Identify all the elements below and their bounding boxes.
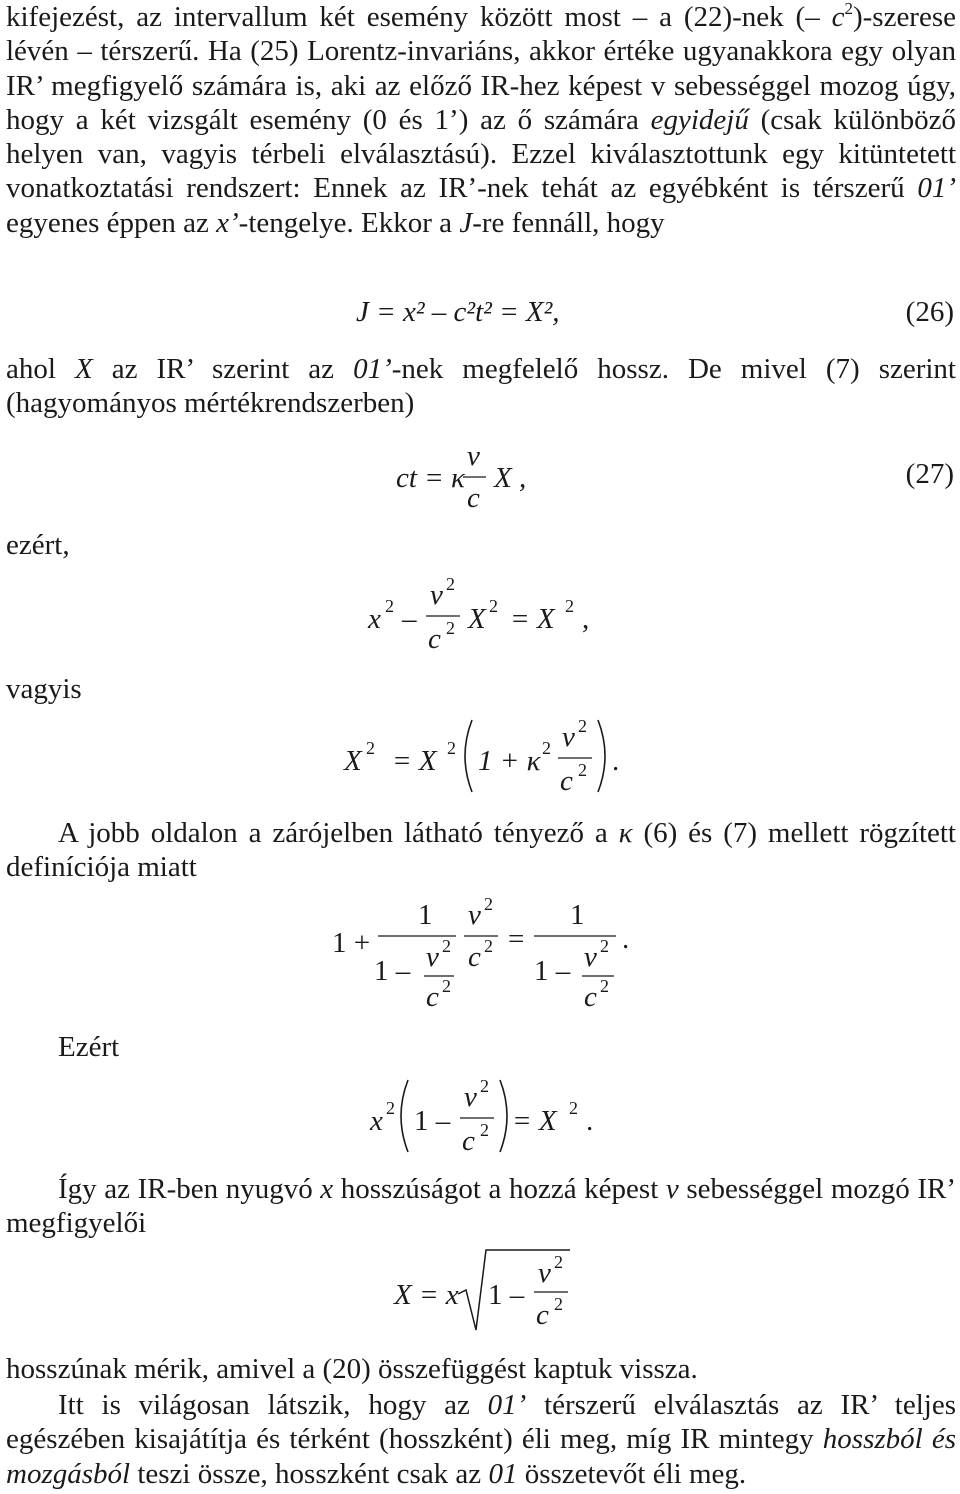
eq-X-left-exp: 2: [366, 738, 375, 758]
eq-kappa-exp: 2: [542, 738, 551, 758]
eq-one-minus-right: 1 –: [534, 955, 571, 987]
eq-X-left: X: [344, 745, 362, 777]
eq27-rhs: X ,: [494, 462, 527, 494]
eq-rhs-exp: 2: [569, 1098, 578, 1118]
paragraph-intro: kifejezést, az intervallum két esemény között most – a (22)-nek (– $c^2$)-szerese lévén – térszerű. Ha (25) Lorentz-invariáns, akkor értéke ugyanakkora egy olyan IR’ megfigyelő számára is, aki az előző IR-hez képest v sebességgel mozog úgy, hogy a két vizsgált esemény (0 és 1’) az ő számára egyidejű (csak különböző helyen van, vagyis térbeli elválasztású). Ezzel kiválasztottunk egy kitüntetett vonatkoztatási rendszert: Ennek az IR’-nek tehát az egyébként is térszerű 01’ egyenes éppen az x’-tengelye. Ekkor a J-re fennáll, hogy: [6, 0, 956, 239]
eq27-lhs: ct = κ: [396, 462, 465, 494]
paragraph-observers: Így az IR-ben nyugvó x hosszúságot a hozzá képest v sebességgel mozgó IR’ megfigyelői: [6, 1173, 956, 1240]
eq-small-numerator-left: v: [426, 941, 439, 973]
eq-small-numerator-right: v: [584, 941, 597, 973]
equation-number-26: (26): [905, 296, 954, 328]
eq-X-right-exp: 2: [447, 738, 456, 758]
equation-number-27: (27): [905, 458, 954, 490]
paragraph-final: Itt is világosan látszik, hogy az 01’ térszerű elválasztás az IR’ teljes egészében kisajátítja és térként (hosszként) éli meg, míg IR mintegy hosszból és mozgásból teszi össze, hosszként csak az 01 összetevőt éli meg.: [6, 1389, 957, 1490]
eq-X-right: = X: [392, 745, 437, 777]
equation-ezert: [360, 570, 620, 660]
eq-big-numerator: 1: [418, 899, 433, 931]
eq-numerator: v: [430, 579, 443, 611]
eq-x: x: [368, 603, 381, 635]
eq-x: x: [370, 1105, 383, 1137]
eq-small-denominator-right: c: [584, 981, 597, 1013]
eq-small-denominator-left-exp: 2: [442, 976, 451, 996]
eq-period: .: [612, 745, 620, 777]
label-ezert-2: Ezért: [58, 1031, 120, 1063]
eq-numerator-exp: 2: [554, 1252, 563, 1272]
eq-one-minus-left: 1 –: [374, 955, 411, 987]
equation-27: [390, 435, 550, 525]
eq-numerator-exp: 2: [446, 574, 455, 594]
eq-denominator: c: [560, 765, 573, 797]
left-paren: [401, 1080, 408, 1152]
eq-numerator: v: [464, 1081, 477, 1113]
eq-period: .: [622, 923, 630, 955]
eq-minus: –: [402, 603, 417, 635]
eq-numerator-exp: 2: [578, 716, 587, 736]
eq-denominator: c: [428, 623, 441, 655]
eq-mid-denominator-exp: 2: [484, 936, 493, 956]
eq-denominator-exp: 2: [554, 1294, 563, 1314]
equation-26: J = x² – c²t² = X²,: [356, 296, 560, 328]
eq-rhs: = X: [510, 603, 555, 635]
eq-numerator: v: [562, 721, 575, 753]
left-paren: [465, 720, 472, 792]
eq-small-denominator-left: c: [426, 981, 439, 1013]
eq-one-plus-kappa: 1 + κ: [478, 745, 541, 777]
eq-numerator: v: [538, 1257, 551, 1289]
paragraph-definition-x: ahol X az IR’ szerint az 01’-nek megfelelő hossz. De mivel (7) szerint (hagyományos mértékrendszerben): [6, 353, 956, 420]
eq-right-numerator: 1: [570, 899, 585, 931]
eq-denominator-exp: 2: [446, 618, 455, 638]
eq-rhs-exp: 2: [565, 596, 574, 616]
eq-small-numerator-right-exp: 2: [600, 936, 609, 956]
eq-mid-numerator: v: [468, 899, 481, 931]
eq-X-exp: 2: [489, 596, 498, 616]
eq-small-denominator-right-exp: 2: [600, 976, 609, 996]
eq-X: X: [468, 603, 486, 635]
eq-rhs: = X: [512, 1105, 557, 1137]
eq-denominator: c: [462, 1125, 475, 1157]
eq-exp: 2: [385, 596, 394, 616]
paragraph-factor: A jobb oldalon a zárójelben látható tényező a κ (6) és (7) mellett rögzített definíciója miatt: [6, 817, 956, 884]
eq-period: .: [586, 1105, 594, 1137]
eq-denominator: c: [536, 1299, 549, 1331]
eq-x-exp: 2: [386, 1098, 395, 1118]
eq-small-numerator-left-exp: 2: [442, 936, 451, 956]
paragraph-conclusion: hosszúnak mérik, amivel a (20) összefüggést kaptuk vissza.: [6, 1353, 698, 1385]
eq-denominator-exp: 2: [578, 760, 587, 780]
eq-one-minus: 1 –: [414, 1105, 451, 1137]
label-ezert: ezért,: [6, 529, 70, 561]
eq-denominator-exp: 2: [480, 1120, 489, 1140]
equation-ezert-2: [364, 1070, 614, 1162]
eq-equals: =: [508, 923, 525, 955]
equation-definition: [330, 892, 650, 1024]
eq-one-minus: 1 –: [488, 1279, 525, 1311]
equation-sqrt: [390, 1246, 590, 1342]
eq-mid-numerator-exp: 2: [484, 894, 493, 914]
eq27-denominator: c: [467, 482, 480, 514]
right-paren: [500, 1080, 507, 1152]
eq-numerator-exp: 2: [480, 1076, 489, 1096]
equation-vagyis: [336, 710, 636, 802]
right-paren: [598, 720, 605, 792]
eq-comma: ,: [582, 603, 590, 635]
label-vagyis: vagyis: [6, 673, 82, 705]
eq-mid-denominator: c: [468, 941, 481, 973]
eq-one-plus: 1 +: [332, 927, 371, 959]
eq27-numerator: v: [467, 440, 480, 472]
eq-lhs: X = x: [394, 1279, 459, 1311]
